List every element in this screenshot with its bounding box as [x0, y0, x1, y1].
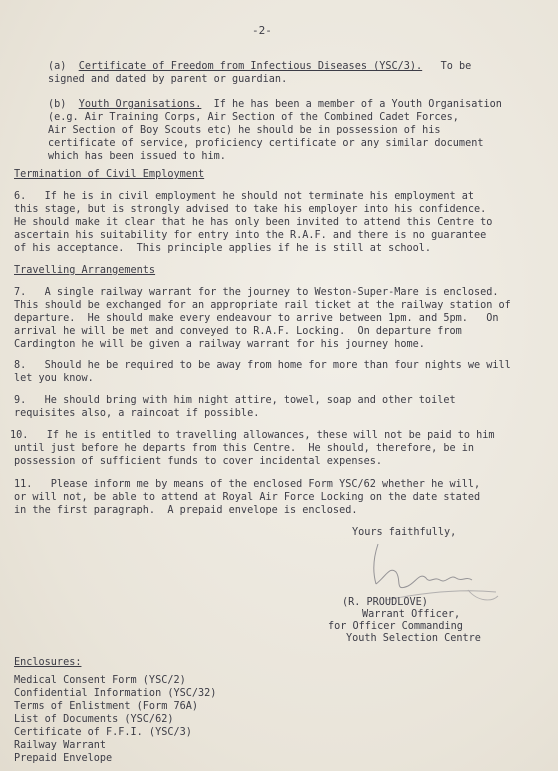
para-11-line: in the first paragraph. A prepaid envelope is enclosed. — [14, 505, 358, 516]
para-a-line-2: signed and dated by parent or guardian. — [48, 74, 288, 85]
para-7-line: arrival he will be met and conveyed to R.A.F. Locking. On departure from — [14, 326, 462, 337]
signatory-title-1: Warrant Officer, — [362, 609, 461, 620]
para-8-line: 8. Should he be required to be away from home for more than four nights we will — [14, 360, 511, 371]
para-b-line-5: which has been issued to him. — [48, 151, 226, 162]
para-b-heading: Youth Organisations. — [78, 99, 202, 110]
para-9-line: 9. He should bring with him night attire, towel, soap and other toilet — [14, 395, 456, 406]
enclosure-item: Prepaid Envelope — [14, 753, 113, 764]
termination-line: 6. If he is in civil employment he should not terminate his employment at — [14, 191, 475, 202]
para-b-text-1: If he has been a member of a Youth Organisation — [213, 99, 502, 110]
termination-line: of his acceptance. This principle applies if he is still at school. — [14, 243, 432, 254]
para-b-line-1 — [48, 98, 502, 111]
enclosure-item: Medical Consent Form (YSC/2) — [14, 675, 186, 686]
para-b-label: (b) — [48, 99, 67, 110]
termination-line: ascertain his suitability for entry into the R.A.F. and there is no guarantee — [14, 230, 487, 241]
para-7-line: departure. He should make every endeavour to arrive between 1pm. and 5pm. On — [14, 313, 499, 324]
signatory-title-2: for Officer Commanding — [328, 621, 463, 632]
para-10-line: until just before he departs from this Centre. He should, therefore, be in — [14, 443, 475, 454]
closing: Yours faithfully, — [352, 527, 457, 538]
para-a-text-1: To be — [440, 61, 472, 72]
para-7-line: Cardington he will be given a railway warrant for his journey home. — [14, 339, 425, 350]
enclosure-item: List of Documents (YSC/62) — [14, 714, 174, 725]
para-b-line-3: Air Section of Boy Scouts etc) he should be in possession of his — [48, 125, 441, 136]
enclosure-item: Confidential Information (YSC/32) — [14, 688, 217, 699]
para-10-line: 10. If he is entitled to travelling allowances, these will not be paid to him — [10, 430, 495, 441]
para-11-line: or will not, be able to attend at Royal Air Force Locking on the date stated — [14, 492, 481, 503]
para-11-line: 11. Please inform me by means of the enclosed Form YSC/62 whether he will, — [14, 479, 481, 490]
travelling-heading: Travelling Arrangements — [14, 265, 156, 276]
signatory-title-3: Youth Selection Centre — [346, 633, 481, 644]
para-b-line-4: certificate of service, proficiency certificate or any similar document — [48, 138, 484, 149]
termination-line: He should make it clear that he has only been invited to attend this Centre to — [14, 217, 493, 228]
para-a-heading: Certificate of Freedom from Infectious Diseases (YSC/3). — [78, 61, 423, 72]
para-7-line: 7. A single railway warrant for the journey to Weston-Super-Mare is enclosed. — [14, 287, 499, 298]
enclosure-item: Railway Warrant — [14, 740, 107, 751]
enclosures-heading: Enclosures: — [14, 657, 82, 668]
page-number: -2- — [252, 24, 272, 37]
enclosure-item: Certificate of F.F.I. (YSC/3) — [14, 727, 192, 738]
signatory-name: (R. PROUDLOVE) — [342, 597, 428, 608]
para-8-line: let you know. — [14, 373, 94, 384]
para-10-line: possession of sufficient funds to cover incidental expenses. — [14, 456, 383, 467]
enclosure-item: Terms of Enlistment (Form 76A) — [14, 701, 199, 712]
para-7-line: This should be exchanged for an appropriate rail ticket at the railway station of — [14, 300, 511, 311]
para-a-label: (a) — [48, 61, 67, 72]
para-9-line: requisites also, a raincoat if possible. — [14, 408, 260, 419]
termination-line: this stage, but is strongly advised to take his employer into his confidence. — [14, 204, 487, 215]
para-b-line-2: (e.g. Air Training Corps, Air Section of the Combined Cadet Forces, — [48, 112, 459, 123]
para-a-line-1 — [48, 60, 471, 73]
termination-heading: Termination of Civil Employment — [14, 169, 205, 180]
